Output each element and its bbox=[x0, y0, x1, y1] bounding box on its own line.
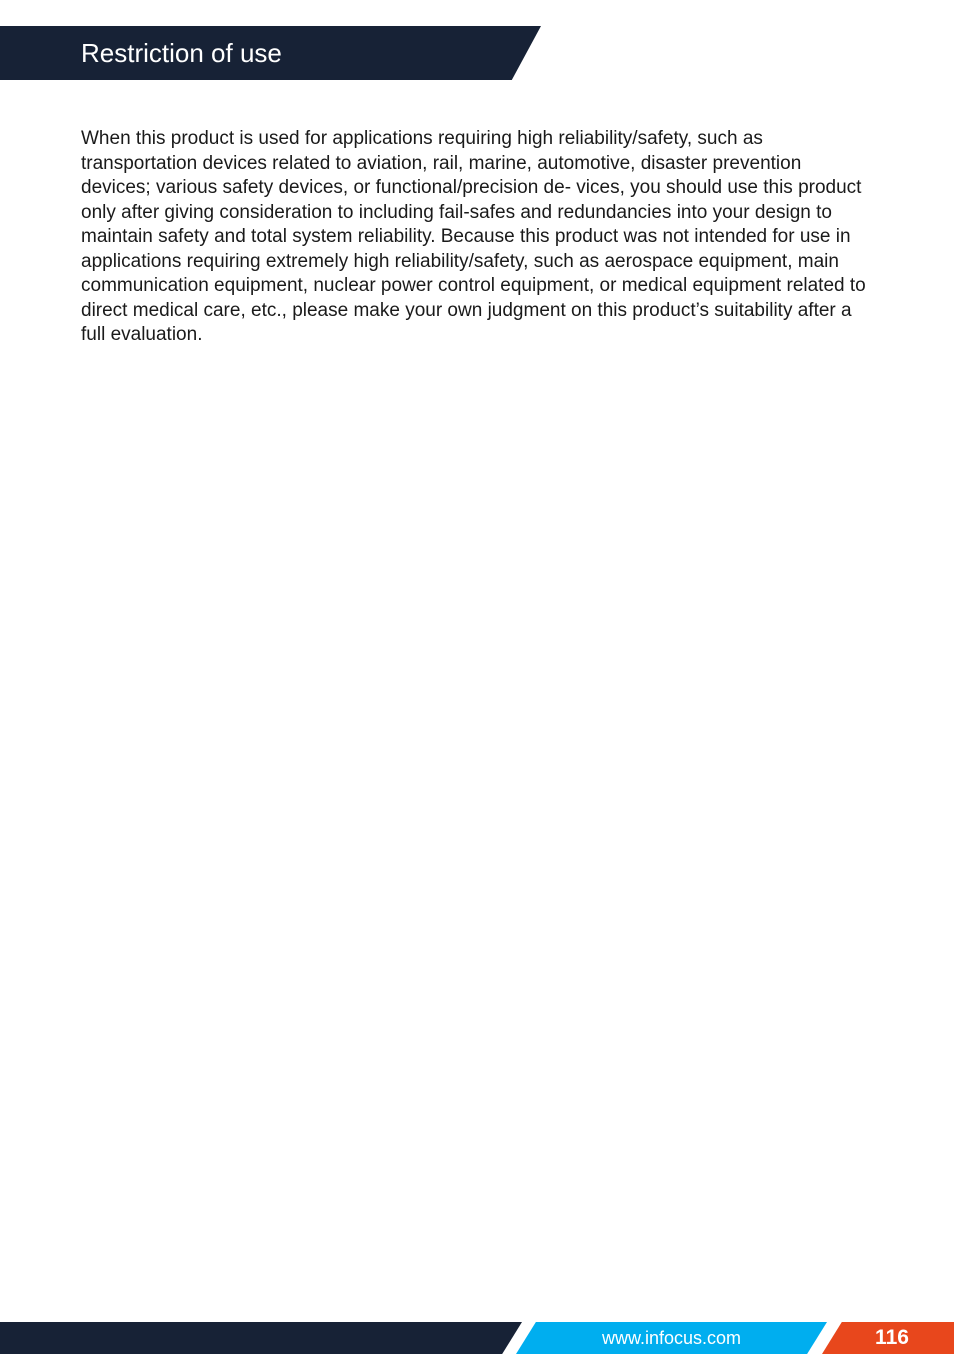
body-paragraph: When this product is used for applications requiring high reliability/safety, such as transportation devices related to aviation, rail, marine, automotive, disaster prevention devices; various safety devices, or functional/precision de- vices, you should use this product only after giving consideration to including fail-safes and redundancies into your design to maintain safety and total system reliability. Because this product was not intended for use in applications requiring extremely high reliability/safety, such as aerospace equipment, main communication equipment, nuclear power control equipment, or medical equipment related to direct medical care, etc., please make your own judgment on this product’s suitability after a full evaluation. bbox=[81, 128, 866, 345]
page-number: 116 bbox=[875, 1326, 909, 1349]
footer-dark-band bbox=[0, 1322, 522, 1354]
footer-url-link[interactable]: www.infocus.com bbox=[601, 1328, 742, 1348]
page-title: Restriction of use bbox=[81, 38, 282, 68]
